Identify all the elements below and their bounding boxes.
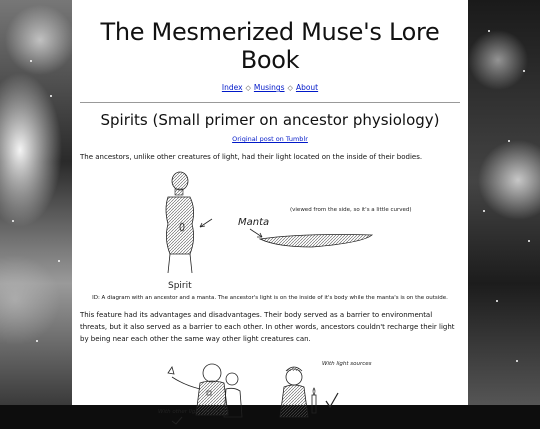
nav-separator: ◇ [245,84,251,92]
label-with-light-sources: With light sources [322,361,372,367]
original-post-line [72,135,468,143]
site-nav [72,83,468,92]
diagram-recharge-image [72,355,468,425]
figure-recharge [72,355,468,425]
figure-caption: ID: A diagram with an ancestor and a manta. The ancestor's light is on the inside of it's body while the manta's is on the outside. [92,295,448,301]
paragraph-advantages: This feature had its advantages and disadvantages. Their body served as a barrier to environmental threats, but it also served as a barrier to each other. In other words, ancestors couldn't recharge their light by being near each other the same way other light creatures can. [80,311,455,343]
ancestor-drawing [166,172,212,273]
content-page [72,0,468,415]
label-with-other-light: With other light creatures [158,409,229,415]
original-post-link[interactable]: Original post on Tumblr [232,135,308,143]
manta-drawing [250,229,372,247]
nav-separator: ◇ [287,84,293,92]
header-divider [80,102,460,103]
background-starfield-right [468,0,540,405]
nav-link-index[interactable]: Index [221,83,243,92]
nav-link-about[interactable]: About [295,83,319,92]
paragraph-intro: The ancestors, unlike other creatures of light, had their light located on the inside of their bodies. [80,153,423,161]
background-starfield-left [0,0,72,405]
ancestor-sketch-right [280,367,316,417]
label-spirit: Spirit [168,281,192,291]
label-manta: Manta [238,217,270,228]
post-title: Spirits (Small primer on ancestor physiology) [100,111,440,129]
nav-link-musings[interactable]: Musings [253,83,285,92]
site-title: The Mesmerized Muse's Lore Book [100,18,440,74]
label-side-note: (viewed from the side, so it's a little curved) [290,207,412,213]
figure-ancestor-manta [72,169,468,291]
diagram-ancestor-manta-image [72,169,468,291]
